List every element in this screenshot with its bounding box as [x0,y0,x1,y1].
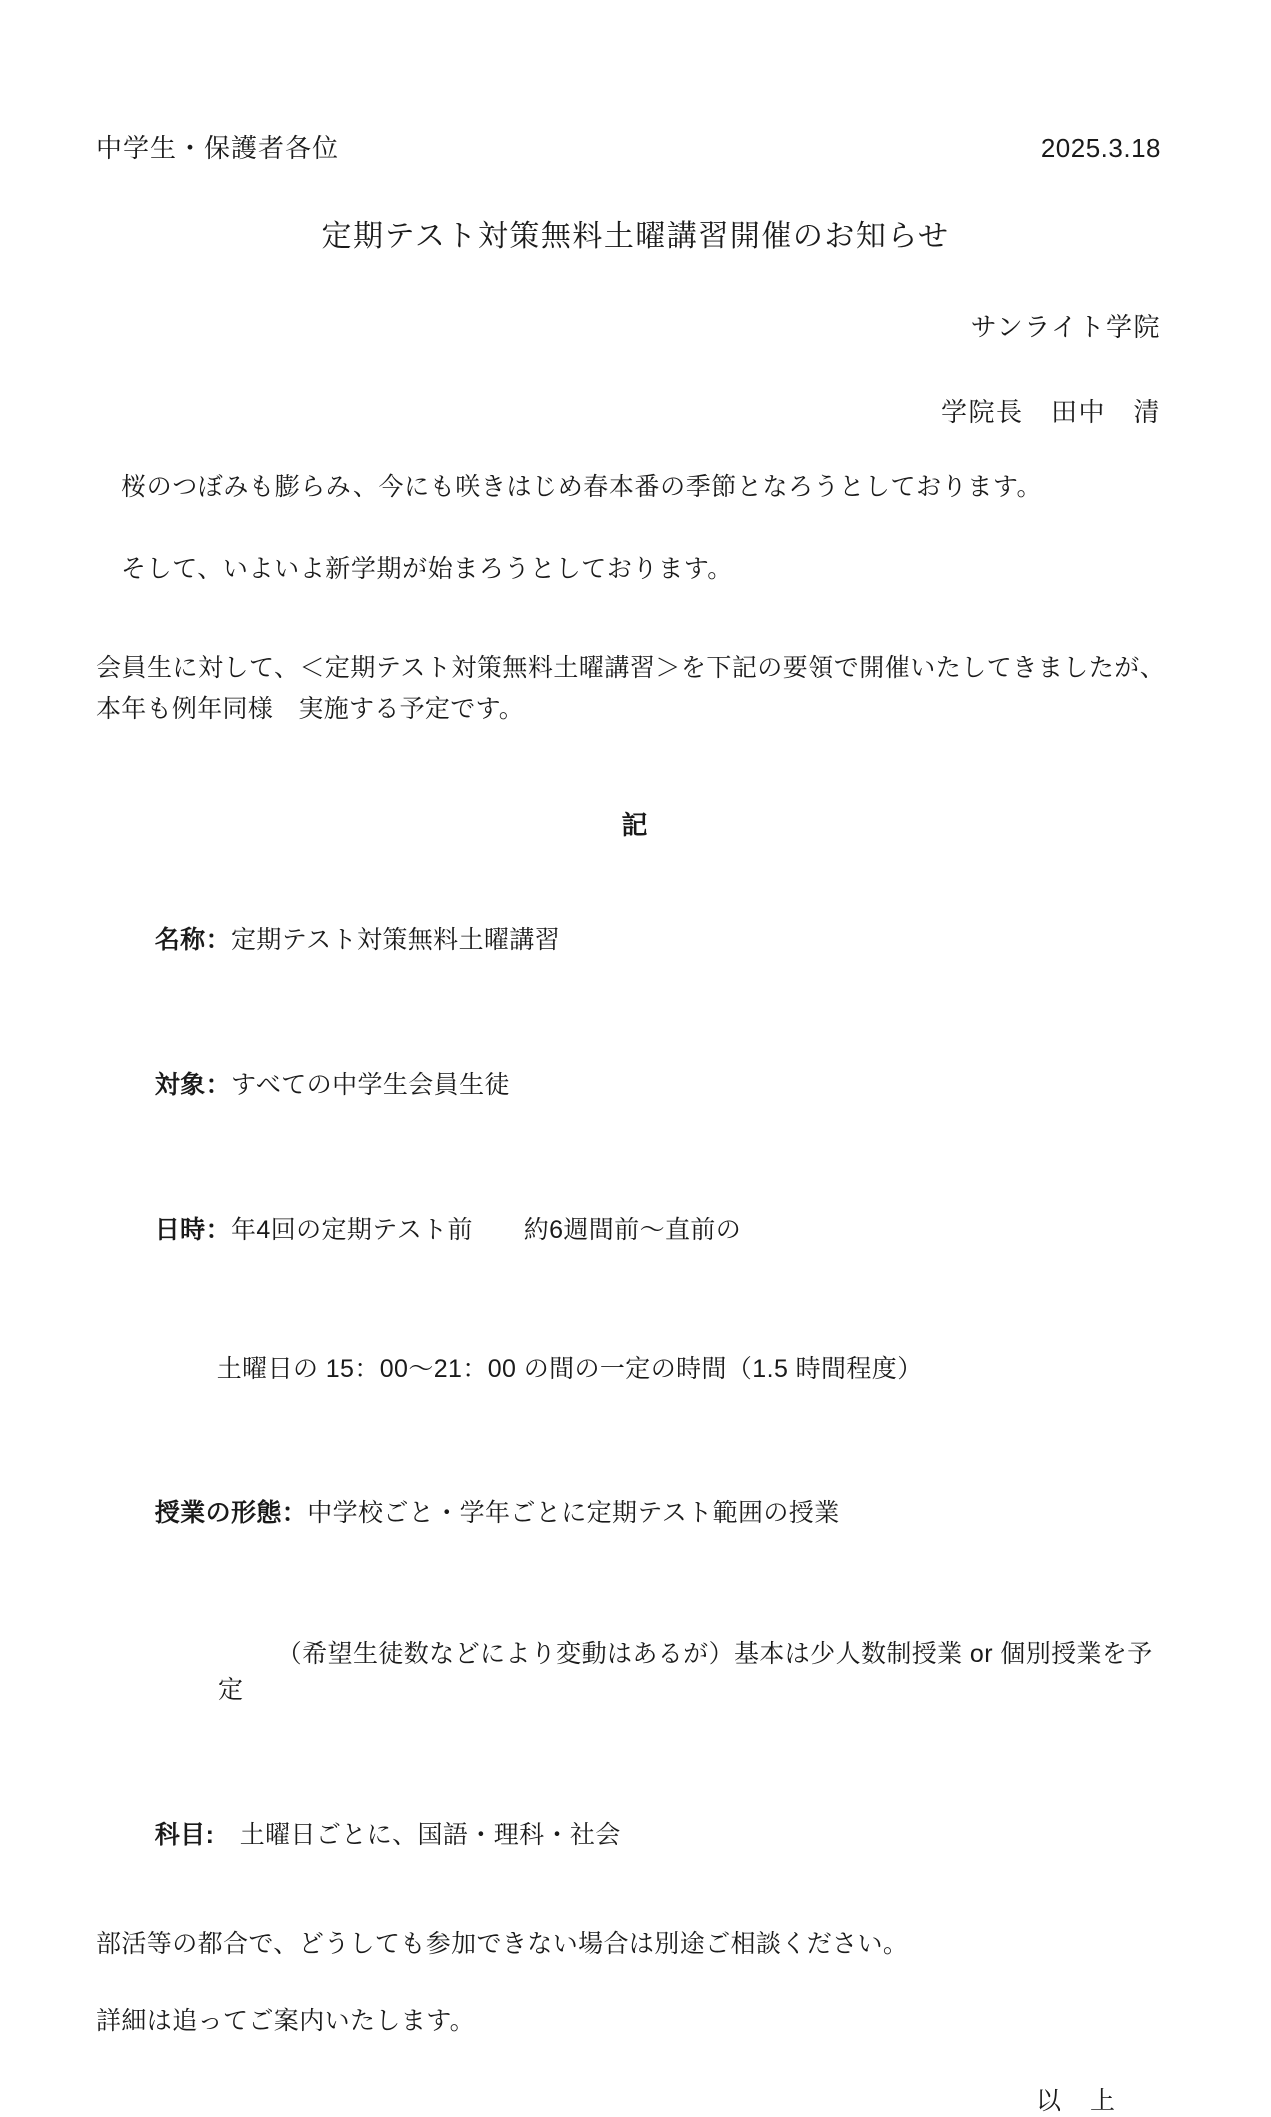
detail-value: 土曜日の 15：00～21：00 の間の一定の時間（1.5 時間程度） [216,1354,923,1383]
detail-label: 科目: [154,1821,215,1849]
detail-value: すべての中学生会員生徒 [230,1071,510,1099]
detail-item-name [96,886,1165,995]
closing-paragraph: 詳細は追ってご案内いたします。 [96,2007,476,2035]
detail-value: 中学校ごと・学年ごとに定期テスト範囲の授業 [307,1499,840,1528]
greeting-section [96,469,1165,588]
addressee: 中学生・保護者各位 [96,133,340,163]
greeting-paragraph: 桜のつぼみも膨らみ、今にも咲きはじめ春本番の季節となろうとしております。 [121,473,1043,501]
detail-label: 授業の形態： [154,1499,308,1528]
sender-block [96,307,1165,429]
intro-section [96,648,1165,729]
document-header [96,128,1165,165]
detail-value: （希望生徒数などにより変動はあるが）基本は少人数制授業 or 個別授業を予定 [218,1640,1153,1705]
detail-item-datetime [96,1176,1165,1285]
detail-item-class-format-continued [96,1600,1165,1745]
sender-organization: サンライト学院 [970,312,1161,342]
sender-person: 学院長 田中 清 [940,397,1161,427]
detail-item-target [96,1031,1165,1140]
detail-value: 土曜日ごとに、国語・理科・社会 [214,1821,621,1849]
end-mark: 以 上 [1035,2086,1117,2115]
page-title: 定期テスト対策無料土曜講習開催のお知らせ [321,220,950,253]
detail-label: 名称： [154,926,231,955]
detail-label: 対象： [154,1071,231,1099]
ki-heading: 記 [621,810,650,840]
detail-item-datetime-continued [96,1314,1165,1423]
detail-item-class-format [96,1459,1165,1568]
document-date: 2025.3.18 [1040,133,1161,163]
closing-section [96,1926,1165,2041]
detail-value: 年4回の定期テスト前 約6週間前～直前の [230,1215,742,1244]
greeting-paragraph: そして、いよいよ新学期が始まろうとしております。 [121,554,733,583]
intro-paragraph: 会員生に対して、＜定期テスト対策無料土曜講習＞を下記の要領で開催いたしてきましたが、本年も例年同様 実施する予定です。 [96,654,1165,723]
detail-item-subjects [96,1781,1165,1890]
details-list [96,886,1165,1890]
detail-value: 定期テスト対策無料土曜講習 [230,926,561,955]
closing-paragraph: 部活等の都合で、どうしても参加できない場合は別途ご相談ください。 [96,1929,909,1958]
detail-label: 日時： [154,1215,231,1244]
